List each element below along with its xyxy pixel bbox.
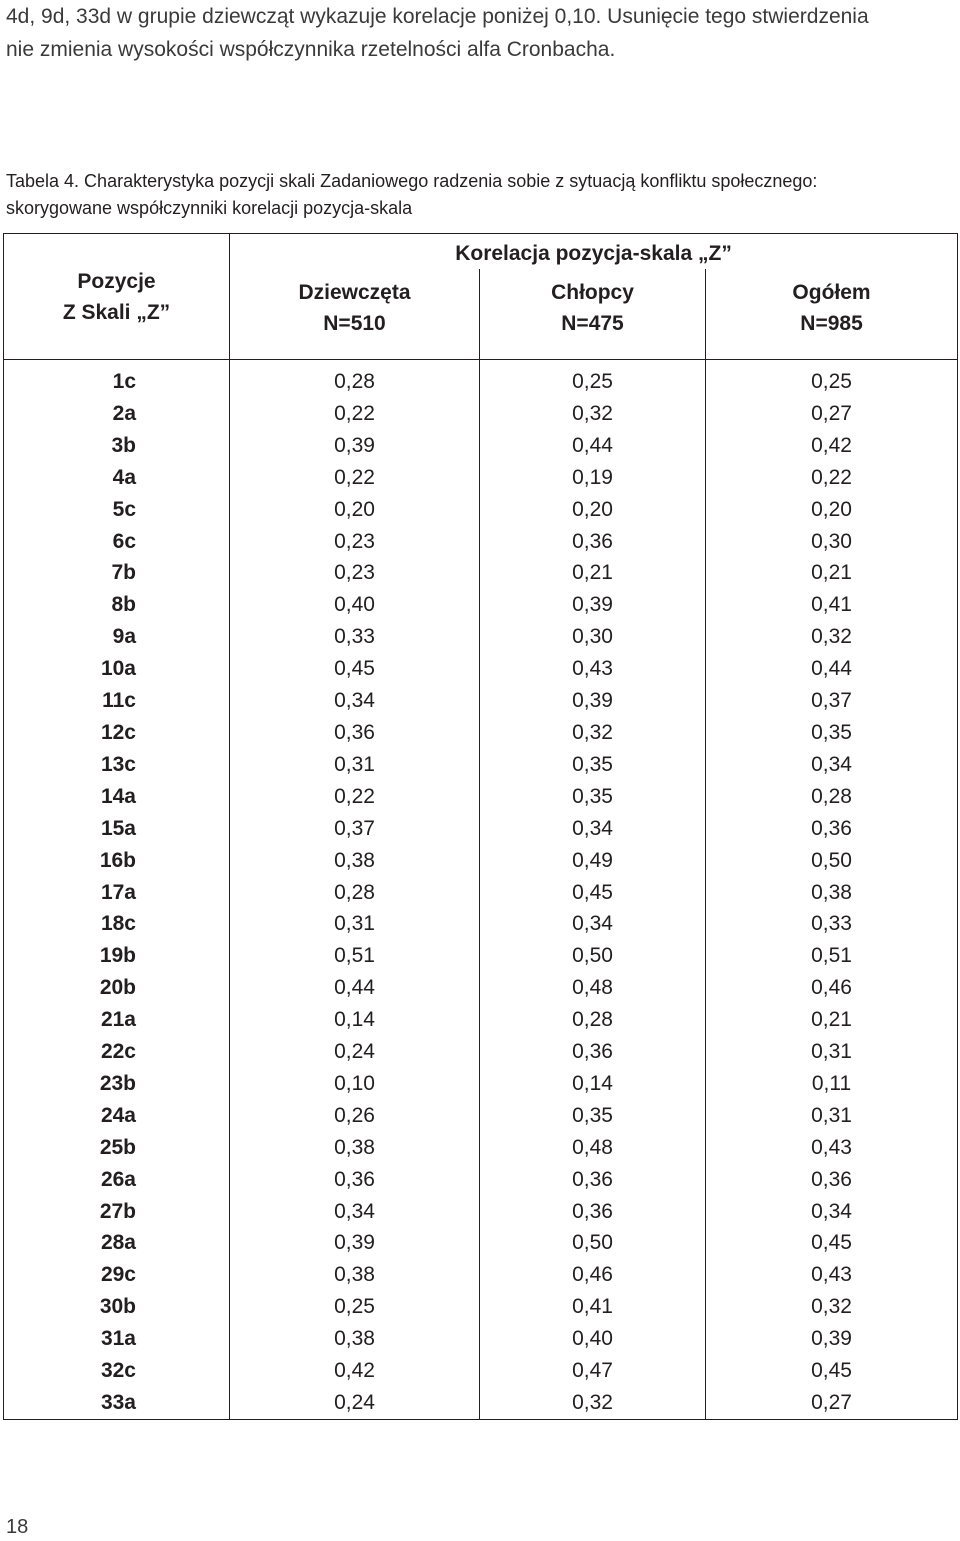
correlation-cell: 0,43 (706, 1132, 958, 1164)
item-id-cell: 19b (4, 940, 230, 972)
correlation-cell: 0,43 (480, 653, 706, 685)
correlation-cell: 0,34 (706, 1196, 958, 1228)
correlation-cell: 0,46 (706, 972, 958, 1004)
correlation-cell: 0,28 (230, 877, 480, 909)
table-row (4, 940, 958, 972)
correlation-cell: 0,51 (230, 940, 480, 972)
table-row (4, 430, 958, 462)
correlation-cell: 0,32 (480, 717, 706, 749)
table-row (4, 557, 958, 589)
correlation-cell: 0,49 (480, 845, 706, 877)
table-row (4, 398, 958, 430)
correlation-cell: 0,10 (230, 1068, 480, 1100)
correlation-cell: 0,20 (480, 494, 706, 526)
correlation-cell: 0,22 (230, 781, 480, 813)
table-row (4, 845, 958, 877)
correlation-cell: 0,33 (706, 908, 958, 940)
correlation-cell: 0,20 (230, 494, 480, 526)
table-row (4, 877, 958, 909)
correlation-cell: 0,30 (706, 526, 958, 558)
correlation-cell: 0,24 (230, 1387, 480, 1419)
item-id-cell: 17a (4, 877, 230, 909)
correlation-cell: 0,35 (480, 1100, 706, 1132)
correlation-cell: 0,40 (480, 1323, 706, 1355)
column-header-total: Ogółem N=985 (706, 269, 958, 360)
correlation-cell: 0,28 (230, 360, 480, 398)
item-id-cell: 26a (4, 1164, 230, 1196)
intro-line: 4d, 9d, 33d w grupie dziewcząt wykazuje korelacje poniżej 0,10. Usunięcie tego stwierdzenia (6, 5, 869, 28)
table-row (4, 685, 958, 717)
correlation-cell: 0,39 (230, 1227, 480, 1259)
correlation-cell: 0,50 (706, 845, 958, 877)
correlation-cell: 0,41 (706, 589, 958, 621)
item-id-cell: 20b (4, 972, 230, 1004)
correlation-cell: 0,14 (480, 1068, 706, 1100)
table-row (4, 1291, 958, 1323)
correlation-cell: 0,21 (706, 1004, 958, 1036)
column-header-girls: Dziewczęta N=510 (230, 269, 480, 360)
correlation-cell: 0,50 (480, 1227, 706, 1259)
item-id-cell: 11c (4, 685, 230, 717)
table-row (4, 1259, 958, 1291)
column-header-boys: Chłopcy N=475 (480, 269, 706, 360)
item-id-cell: 27b (4, 1196, 230, 1228)
correlation-cell: 0,36 (480, 1196, 706, 1228)
item-id-cell: 31a (4, 1323, 230, 1355)
intro-line: nie zmienia wysokości współczynnika rzetelności alfa Cronbacha. (6, 38, 616, 61)
correlation-cell: 0,38 (230, 1132, 480, 1164)
item-id-cell: 16b (4, 845, 230, 877)
correlation-cell: 0,31 (230, 908, 480, 940)
correlation-cell: 0,21 (480, 557, 706, 589)
table-row (4, 494, 958, 526)
correlation-cell: 0,34 (230, 1196, 480, 1228)
correlation-cell: 0,32 (480, 1387, 706, 1419)
table-row (4, 653, 958, 685)
correlation-cell: 0,22 (706, 462, 958, 494)
item-id-cell: 6c (4, 526, 230, 558)
table-header (4, 234, 958, 360)
correlation-cell: 0,11 (706, 1068, 958, 1100)
table-row (4, 1164, 958, 1196)
table-row (4, 1004, 958, 1036)
item-id-cell: 5c (4, 494, 230, 526)
correlation-cell: 0,41 (480, 1291, 706, 1323)
correlation-cell: 0,26 (230, 1100, 480, 1132)
correlation-cell: 0,35 (480, 781, 706, 813)
correlation-cell: 0,38 (230, 1259, 480, 1291)
item-id-cell: 32c (4, 1355, 230, 1387)
correlation-cell: 0,37 (706, 685, 958, 717)
table-row (4, 589, 958, 621)
correlation-cell: 0,45 (706, 1227, 958, 1259)
correlation-cell: 0,39 (480, 685, 706, 717)
caption-line: skorygowane współczynniki korelacji pozycja-skala (6, 198, 413, 218)
item-id-cell: 24a (4, 1100, 230, 1132)
correlation-cell: 0,31 (706, 1100, 958, 1132)
correlation-cell: 0,33 (230, 621, 480, 653)
correlation-cell: 0,20 (706, 494, 958, 526)
correlation-cell: 0,27 (706, 398, 958, 430)
correlation-cell: 0,46 (480, 1259, 706, 1291)
correlation-cell: 0,24 (230, 1036, 480, 1068)
correlation-cell: 0,36 (480, 1036, 706, 1068)
table-body (4, 360, 958, 1420)
correlation-cell: 0,21 (706, 557, 958, 589)
correlation-cell: 0,31 (230, 749, 480, 781)
table-row (4, 781, 958, 813)
correlation-cell: 0,36 (480, 1164, 706, 1196)
correlation-cell: 0,48 (480, 1132, 706, 1164)
table-caption (6, 168, 956, 222)
item-id-cell: 25b (4, 1132, 230, 1164)
table-row (4, 621, 958, 653)
correlation-cell: 0,39 (230, 430, 480, 462)
correlation-cell: 0,23 (230, 557, 480, 589)
correlation-cell: 0,19 (480, 462, 706, 494)
correlation-cell: 0,27 (706, 1387, 958, 1419)
table-row (4, 1132, 958, 1164)
table-row (4, 1323, 958, 1355)
item-id-cell: 33a (4, 1387, 230, 1419)
correlation-cell: 0,31 (706, 1036, 958, 1068)
item-id-cell: 12c (4, 717, 230, 749)
correlation-cell: 0,38 (230, 1323, 480, 1355)
correlation-cell: 0,32 (480, 398, 706, 430)
correlation-cell: 0,35 (480, 749, 706, 781)
item-id-cell: 7b (4, 557, 230, 589)
correlation-cell: 0,34 (480, 813, 706, 845)
correlation-group-header: Korelacja pozycja-skala „Z” (230, 234, 958, 270)
item-id-cell: 22c (4, 1036, 230, 1068)
correlation-cell: 0,23 (230, 526, 480, 558)
intro-paragraph (6, 0, 956, 66)
table-row (4, 717, 958, 749)
correlation-cell: 0,34 (230, 685, 480, 717)
table-row (4, 972, 958, 1004)
item-id-cell: 10a (4, 653, 230, 685)
correlation-cell: 0,30 (480, 621, 706, 653)
table-row (4, 1227, 958, 1259)
table-row (4, 1036, 958, 1068)
correlation-cell: 0,14 (230, 1004, 480, 1036)
correlation-table-container (3, 233, 957, 1420)
correlation-cell: 0,39 (480, 589, 706, 621)
correlation-cell: 0,32 (706, 1291, 958, 1323)
item-id-cell: 21a (4, 1004, 230, 1036)
item-id-cell: 18c (4, 908, 230, 940)
table-row (4, 813, 958, 845)
correlation-cell: 0,51 (706, 940, 958, 972)
table-row (4, 1068, 958, 1100)
correlation-cell: 0,45 (480, 877, 706, 909)
caption-line: Tabela 4. Charakterystyka pozycji skali Zadaniowego radzenia sobie z sytuacją konfliktu społecznego: (6, 171, 818, 191)
table-row (4, 1100, 958, 1132)
correlation-cell: 0,48 (480, 972, 706, 1004)
correlation-cell: 0,38 (230, 845, 480, 877)
correlation-cell: 0,45 (230, 653, 480, 685)
correlation-cell: 0,36 (230, 1164, 480, 1196)
correlation-cell: 0,44 (480, 430, 706, 462)
correlation-cell: 0,47 (480, 1355, 706, 1387)
item-id-cell: 13c (4, 749, 230, 781)
table-row (4, 360, 958, 398)
items-column-header: Pozycje Z Skali „Z” (4, 234, 230, 360)
item-id-cell: 3b (4, 430, 230, 462)
correlation-cell: 0,42 (706, 430, 958, 462)
item-id-cell: 1c (4, 360, 230, 398)
item-id-cell: 14a (4, 781, 230, 813)
item-id-cell: 28a (4, 1227, 230, 1259)
item-id-cell: 9a (4, 621, 230, 653)
table-row (4, 1387, 958, 1419)
item-id-cell: 23b (4, 1068, 230, 1100)
correlation-cell: 0,25 (480, 360, 706, 398)
correlation-cell: 0,32 (706, 621, 958, 653)
item-id-cell: 2a (4, 398, 230, 430)
correlation-cell: 0,42 (230, 1355, 480, 1387)
table-row (4, 1355, 958, 1387)
correlation-cell: 0,35 (706, 717, 958, 749)
correlation-cell: 0,43 (706, 1259, 958, 1291)
correlation-cell: 0,36 (706, 1164, 958, 1196)
correlation-cell: 0,36 (706, 813, 958, 845)
correlation-cell: 0,38 (706, 877, 958, 909)
item-id-cell: 30b (4, 1291, 230, 1323)
item-id-cell: 8b (4, 589, 230, 621)
correlation-cell: 0,39 (706, 1323, 958, 1355)
page-number: 18 (6, 1516, 29, 1538)
table-row (4, 749, 958, 781)
table-row (4, 462, 958, 494)
correlation-cell: 0,40 (230, 589, 480, 621)
correlation-cell: 0,25 (706, 360, 958, 398)
correlation-cell: 0,34 (480, 908, 706, 940)
correlation-cell: 0,36 (230, 717, 480, 749)
table-row (4, 1196, 958, 1228)
correlation-cell: 0,28 (480, 1004, 706, 1036)
correlation-cell: 0,22 (230, 462, 480, 494)
table-row (4, 908, 958, 940)
item-id-cell: 4a (4, 462, 230, 494)
item-id-cell: 15a (4, 813, 230, 845)
correlation-cell: 0,28 (706, 781, 958, 813)
correlation-cell: 0,44 (230, 972, 480, 1004)
correlation-cell: 0,50 (480, 940, 706, 972)
correlation-cell: 0,22 (230, 398, 480, 430)
correlation-cell: 0,45 (706, 1355, 958, 1387)
correlation-cell: 0,34 (706, 749, 958, 781)
correlation-cell: 0,44 (706, 653, 958, 685)
table-row (4, 526, 958, 558)
correlation-table (3, 233, 958, 1420)
item-id-cell: 29c (4, 1259, 230, 1291)
correlation-cell: 0,25 (230, 1291, 480, 1323)
correlation-cell: 0,36 (480, 526, 706, 558)
correlation-cell: 0,37 (230, 813, 480, 845)
